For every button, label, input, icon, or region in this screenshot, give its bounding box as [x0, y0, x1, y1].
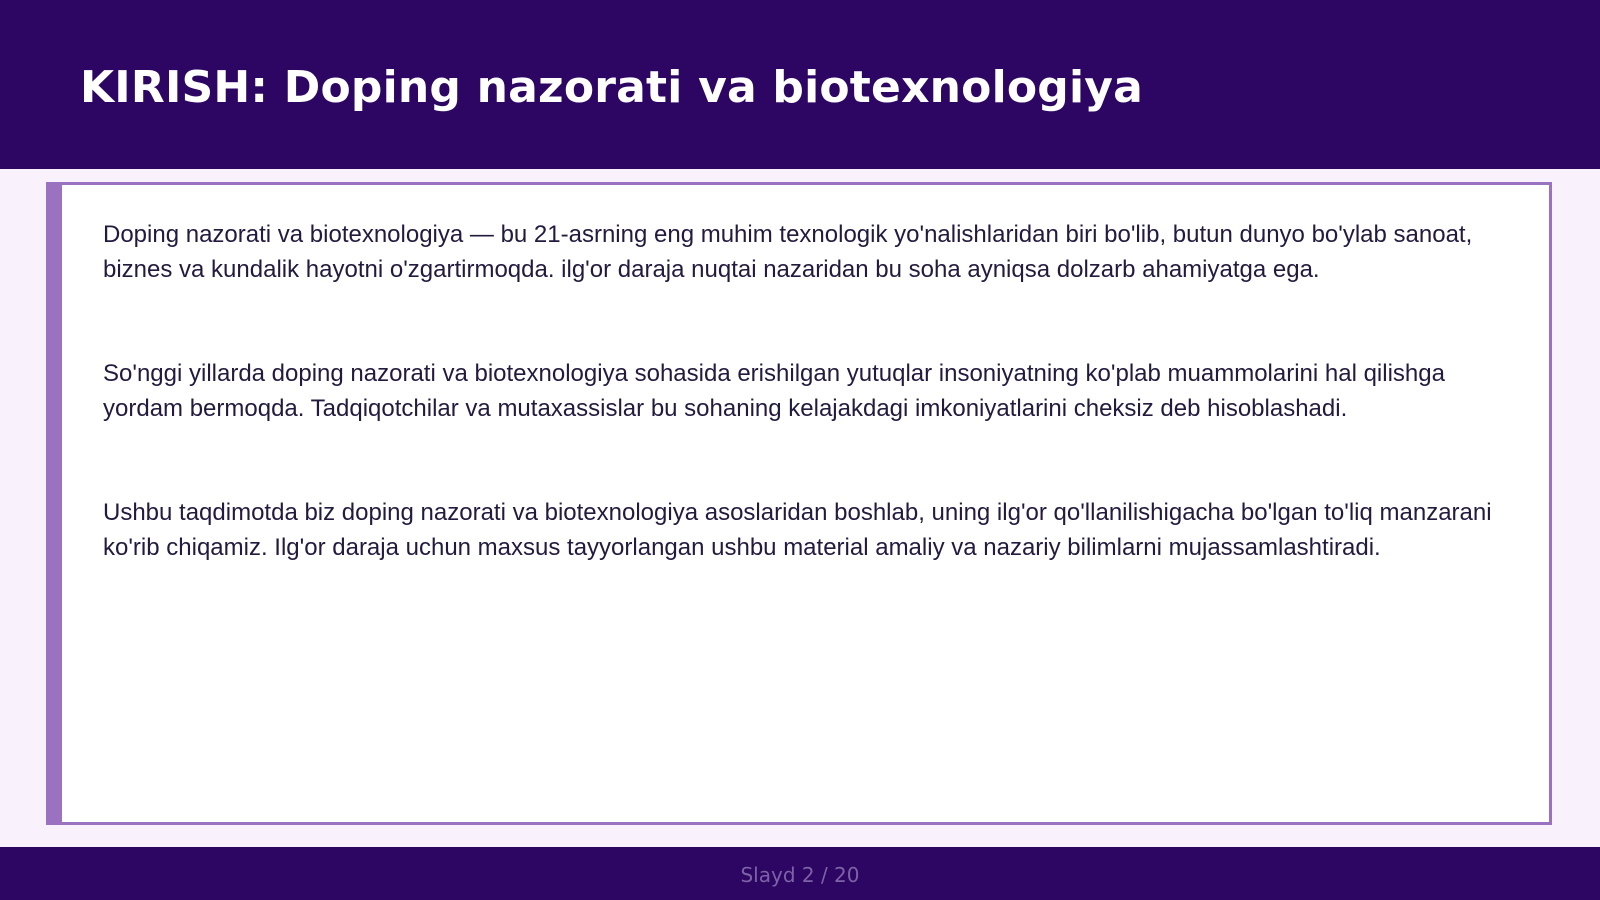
- slide-counter: Slayd 2 / 20: [740, 863, 860, 887]
- body-paragraph: Ushbu taqdimotda biz doping nazorati va biotexnologiya asoslaridan boshlab, uning ilg'or qo'llanilishigacha bo'lgan to'liq manzarani ko'rib chiqamiz. Ilg'or daraja uchun maxsus tayyorlangan ushbu material amaliy va nazariy bilimlarni mujassamlashtiradi.: [103, 499, 1492, 561]
- body-paragraph: So'nggi yillarda doping nazorati va biotexnologiya sohasida erishilgan yutuqlar insoniyatning ko'plab muammolarini hal qilishga yordam bermoqda. Tadqiqotchilar va mutaxassislar bu sohaning kelajakdagi imkoniyatlarini cheksiz deb hisoblashadi.: [103, 360, 1445, 422]
- slide-footer: [0, 847, 1600, 900]
- slide-header: [0, 0, 1600, 169]
- content-card: [46, 182, 1552, 825]
- body-paragraph: Doping nazorati va biotexnologiya — bu 21-asrning eng muhim texnologik yo'nalishlaridan biri bo'lib, butun dunyo bo'ylab sanoat, biznes va kundalik hayotni o'zgartirmoqda. ilg'or daraja nuqtai nazaridan bu soha ayniqsa dolzarb ahamiyatga ega.: [103, 221, 1473, 283]
- slide-title: KIRISH: Doping nazorati va biotexnologiya: [80, 62, 1144, 113]
